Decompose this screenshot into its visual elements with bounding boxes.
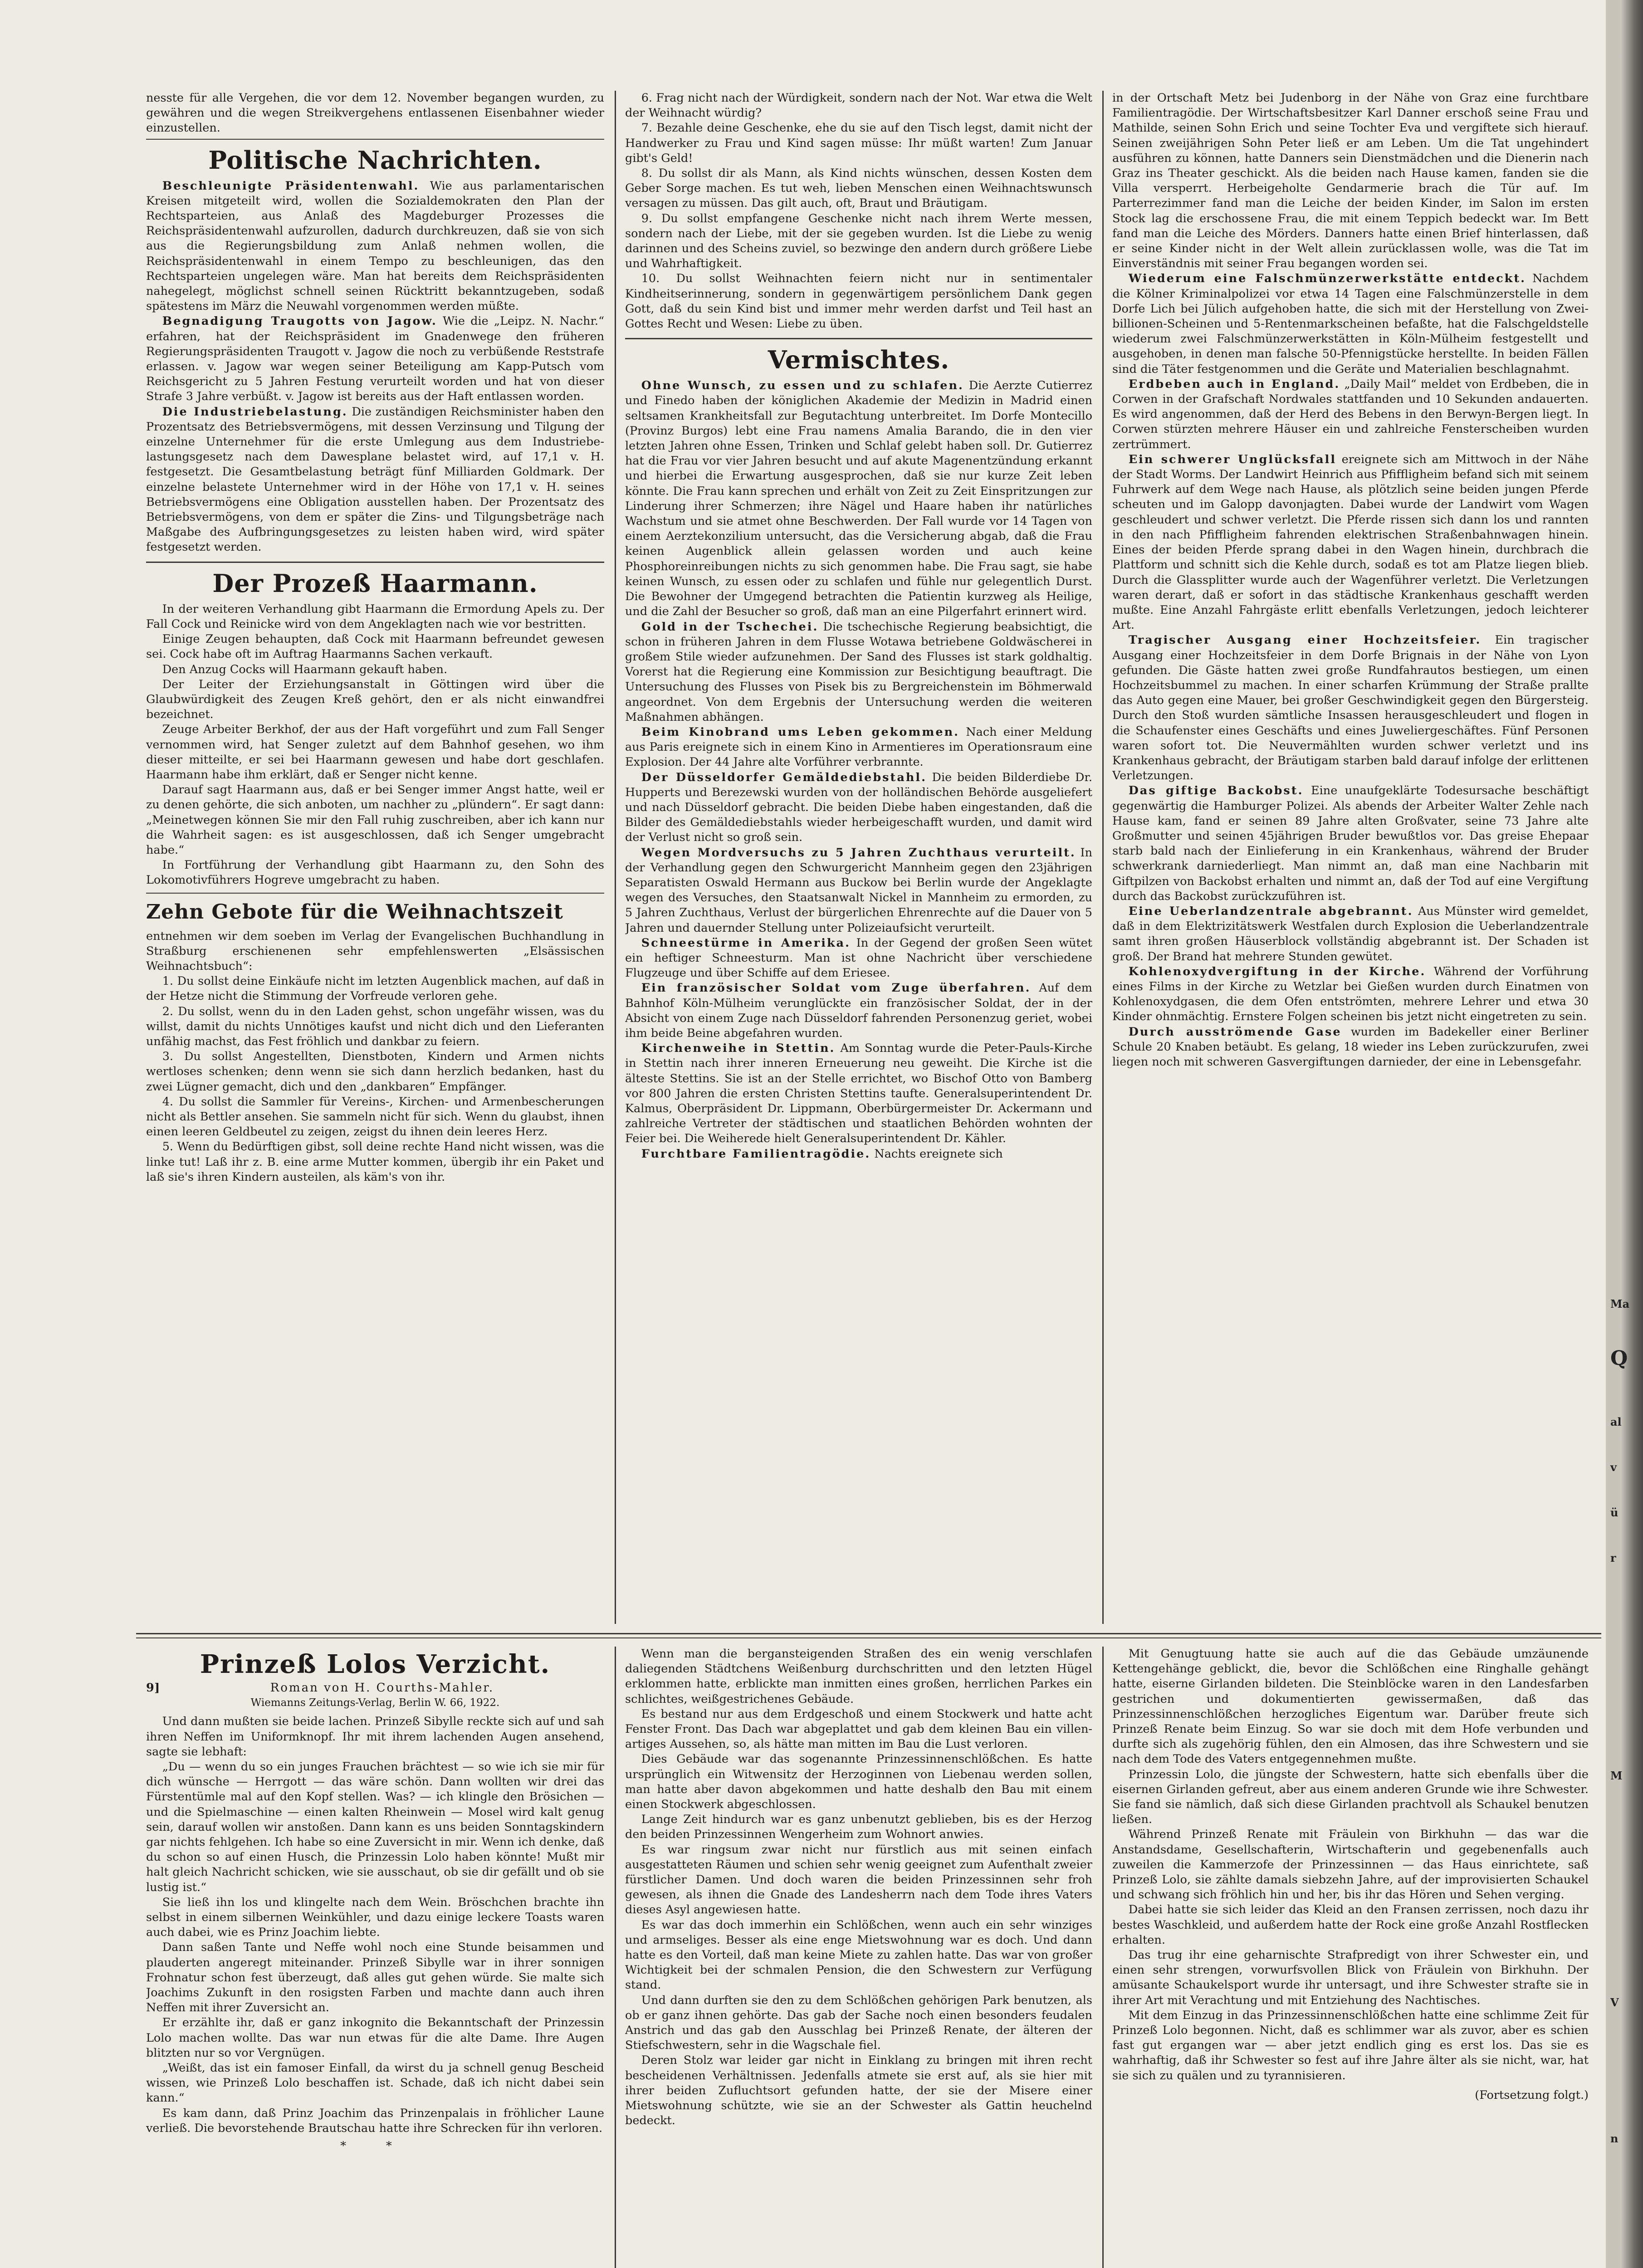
article-lead: Erdbeben auch in England.	[1128, 377, 1340, 391]
paragraph: 4. Du sollst die Sammler für Vereins-, Kirchen- und Armenbescherungen nicht als Bettler ansehen. Sie sammeln nicht für sich. Wenn du glaubst, ihnen einen leeren Geldbeutel zu zeigen, zeigst du ihnen dein leeres Herz.	[146, 1095, 604, 1139]
heading-haarmann: Der Prozeß Haarmann.	[212, 568, 538, 598]
serial-paragraph: Sie ließ ihn los und klingelte nach dem Wein. Bröschchen brachte ihn selbst in einem silbernen Weinkühler, und dazu einige leckere Toasts waren auch dabei, wie es Prinz Joachim liebte.	[146, 1895, 604, 1940]
margin-fragment: V	[1610, 1996, 1619, 2009]
serial-column-1	[146, 1647, 604, 2268]
serial-paragraph: Und dann mußten sie beide lachen. Prinzeß Sibylle reckte sich auf und sah ihren Neffen im Uniformknopf. Ihr mit ihrem lachenden Augen ansehend, sagte sie lebhaft:	[146, 1715, 604, 1759]
paragraph: Einige Zeugen behaupten, daß Cock mit Haarmann befreundet gewesen sei. Cock habe oft im Auftrag Haarmanns Sachen verkauft.	[146, 632, 604, 661]
divider	[146, 562, 604, 563]
serial-paragraph: Prinzessin Lolo, die jüngste der Schwestern, hatte sich ebenfalls über die eisernen Girlanden gefreut, aber aus einem anderen Grunde wie ihre Schwester. Sie fand sie nämlich, daß sich diese Girlanden prachtvoll als Schaukel benutzen ließen.	[1112, 1767, 1589, 1827]
divider	[625, 338, 1092, 339]
serial-divider	[136, 1633, 1601, 1634]
serial-paragraph: Mit dem Einzug in das Prinzessinnenschlößchen hatte eine schlimme Zeit für Prinzeß Lolo begonnen. Nicht, daß es schlimmer war als zuvor, aber es schien fast gut ergangen war — aber jetzt endlich ging es erst los. Das sie es wahrhaftig, daß ihr Schwester so fest auf ihre Jahre älter als sie nicht, war, hat sie sich zu quälen und zu tyrannisieren.	[1112, 2008, 1589, 2082]
article-text: Nachts ereignete sich	[874, 1147, 1003, 1161]
article-text: Die zuständigen Reichsminister haben den Prozentsatz des Betriebsvermögens, mit dessen Verzinsung und Tilgung der einzelne Unternehmer für die erste Umlegung aus dem Industriebelastungsgesetz nach dem Dawesplane belastet wird, auf 17,1 v. H. festgesetzt. Die Gesamtbelastung beträgt fünf Milliarden Goldmark. Der einzelne belastete Unternehmer wird in der Höhe von 17,1 v. H. seines Betriebsvermögens eine Obligation ausstellen haben. Der Prozentsatz des Betriebsvermögens, von dem er später die Zins- und Tilgungsbeträge nach Maßgabe des Aufbringungsgesetzes zu leisten haben wird, wird später festgesetzt werden.	[146, 405, 604, 554]
serial-paragraph: Lange Zeit hindurch war es ganz unbenutzt geblieben, bis es der Herzog den beiden Prinzessinnen Wengerheim zum Wohnort anwies.	[625, 1813, 1092, 1842]
serial-paragraph: „Weißt, das ist ein famoser Einfall, da wirst du ja schnell genug Bescheid wissen, wie Prinzeß Lolo beschaffen ist. Schade, daß ich nicht dabei sein kann.“	[146, 2061, 604, 2105]
intro-text: nesste für alle Vergehen, die vor dem 12. November begangen wurden, zu gewähren und die wegen Streikvergehens entlassenen Eisenbahner wieder einzustellen.	[146, 91, 604, 135]
article-lead: Tragischer Ausgang einer Hochzeitsfeier.	[1128, 633, 1482, 647]
article-text: Auf dem Bahnhof Köln-Mülheim verunglückte ein französischer Soldat, der in der Absicht von einem Zuge nach Düsseldorf fahrenden Personenzug geriet, wobei ihm beide Beine abgefahren wurden.	[625, 981, 1092, 1040]
margin-fragment: M	[1610, 1769, 1623, 1782]
margin-fragment: r	[1610, 1551, 1616, 1564]
article-text: Wie aus parlamentarischen Kreisen mitgeteilt wird, wollen die Sozialdemokraten den Plan der Rechtsparteien, aus Anlaß des Magdeburger Prozesses die Reichspräsidentenwahl aufzurollen, dadurch durchkreuzen, daß sie von sich aus die Regierungsbildung zum Anlaß nehmen wollen, die Reichspräsidentenwahl in einem Tempo zu beschleunigen, das den Rechtsparteien ungelegen wäre. Man hat bereits dem Reichspräsidenten nahegelegt, möglichst schnell seinen Rücktritt bekanntzugeben, sodaß spätestens im März die Neuwahl vorgenommen werden müßte.	[146, 179, 604, 313]
article-lead: Das giftige Backobst.	[1128, 784, 1304, 798]
article-text: Am Sonntag wurde die Peter-Pauls-Kirche in Stettin nach ihrer inneren Erneuerung neu geweiht. Die Kirche ist die älteste Stettins. Sie ist an der Stelle errichtet, wo Bischof Otto von Bamberg vor 800 Jahren die ersten Christen Stettins taufte. Generalsuperintendent Dr. Kalmus, Oberpräsident Dr. Lippmann, Oberbürgermeister Dr. Ackermann und zahlreiche Vertreter der städtischen und staatlichen Behörden wohnten der Feier bei. Die Weiherede hielt Generalsuperintendent Dr. Kähler.	[625, 1041, 1092, 1146]
column-1	[146, 91, 604, 1624]
serial-paragraph: Während Prinzeß Renate mit Fräulein von Birkhuhn — das war die Anstandsdame, Gesellschafterin, Wirtschafterin und gegebenenfalls auch zuweilen die Kammerzofe der Prinzessinnen — das Haus einrichtete, saß Prinzeß Lolo, sie zählte damals siebzehn Jahre, auf der improvisierten Schaukel und schwang sich fröhlich hin und her, bis ihr das Hören und Sehen verging.	[1112, 1828, 1589, 1902]
serial-paragraph: Es war ringsum zwar nicht nur fürstlich aus mit seinen einfach ausgestatteten Räumen und schien sehr wenig geeignet zum Aufenthalt zweier fürstlicher Damen. Und doch waren die beiden Prinzessinnen sehr froh gewesen, als ihnen die Gnade des Landesherrn nach dem Tode ihres Vaters dieses Asyl angewiesen hatte.	[625, 1843, 1092, 1917]
page-edge-shadow	[1620, 0, 1643, 2268]
serial-paragraph: Es bestand nur aus dem Erdgeschoß und einem Stockwerk und hatte acht Fenster Front. Das Dach war abgeplattet und gab dem kleinen Bau ein villenartiges Aussehen, so, als hätte man mitten im Bau die Lust verloren.	[625, 1707, 1092, 1751]
article-text: Ein tragischer Ausgang einer Hochzeitsfeier in dem Dorfe Brignais in der Nähe von Lyon gefunden. Die Gäste hatten zwei große Rundfahrautos bestiegen, um einen Hochzeitsbummel zu machen. In einer scharfen Krümmung der Straße prallte das Auto gegen eine Mauer, bei großer Geschwindigkeit gegen den Bürgersteig. Durch den Stoß wurden sämtliche Insassen herausgeschleudert und flogen in die Schaufenster eines Geschäfts und eines Juweliergeschäftes. Fünf Personen waren sofort tot. Die Neuvermählten wurden schwer verletzt und ins Krankenhaus gebracht, der Bräutigam starben bald darauf infolge der erlittenen Verletzungen.	[1112, 633, 1589, 783]
article-lead: Die Industriebelastung.	[162, 405, 348, 419]
divider	[146, 893, 604, 894]
divider	[146, 139, 604, 140]
article-lead: Wiederum eine Falschmünzerwerkstätte entdeckt.	[1128, 272, 1526, 286]
serial-title: Prinzeß Lolos Verzicht.	[200, 1649, 551, 1679]
serial-paragraph: Dann saßen Tante und Neffe wohl noch eine Stunde beisammen und plauderten angeregt miteinander. Prinzeß Sibylle war in ihrer sonnigen Frohnatur schon fest überzeugt, daß alles gut gehen würde. Sie malte sich Joachims Zukunft in den rosigsten Farben und machte dann auch ihren Neffen mit ihrer Zuversicht an.	[146, 1941, 604, 2015]
serial-paragraph: Es kam dann, daß Prinz Joachim das Prinzenpalais in fröhlicher Laune verließ. Die bevorstehende Brautschau hatte ihre Schrecken für ihn verloren.	[146, 2106, 604, 2135]
article-text: „Daily Mail“ meldet von Erdbeben, die in Corwen in der Grafschaft Nordwales stattfanden und 10 Sekunden andauerten. Es wird angenommen, daß der Herd des Bebens in den Berwyn-Bergen liegt. In Corwen stürzten mehrere Häuser ein und zahlreiche Fensterscheiben wurden zertrümmert.	[1112, 377, 1589, 451]
paragraph: In der weiteren Verhandlung gibt Haarmann die Ermordung Apels zu. Der Fall Cock und Reinicke wird von dem Angeklagten nach wie vor bestritten.	[146, 602, 604, 631]
paragraph: 1. Du sollst deine Einkäufe nicht im letzten Augenblick machen, auf daß in der Hetze nicht die Stimmung der Vorfreude verloren gehe.	[146, 974, 604, 1003]
margin-fragment: al	[1610, 1415, 1622, 1428]
article-text: Die Aerzte Cutierrez und Finedo haben der königlichen Akademie der Medizin in Madrid einen seltsamen Krankheitsfall zur Begutachtung unterbreitet. Im Dorfe Montecillo (Provinz Burgos) lebt eine Frau namens Amalia Barando, die in den vier letzten Jahren ohne Essen, Trinken und Schlaf gelebt haben soll. Dr. Gutierrez hat die Frau vor vier Jahren besucht und auf akute Magenentzündung erkannt und hierbei die Erwartung ausgesprochen, daß sie nur kurze Zeit leben könnte. Die Frau kann sprechen und erhält von Zeit zu Zeit Einspritzungen zur Linderung ihrer Schmerzen; ihre Nägel und Haare haben ihr natürliches Wachstum und sie atmet ohne Beschwerden. Der Fall wurde vor 14 Tagen von einem Aerztekonzilium untersucht, das die Versicherung abgab, daß die Frau keinen Augenblick allein gelassen worden und auch keine Phosphoreinreibungen nichts zu sich genommen habe. Die Frau sagt, sie habe keinen Wunsch, zu essen oder zu schlafen und fühle nur gelegentlich Durst. Die Bewohner der Umgegend betrachten die Patientin kurzweg als Heilige, und die Zahl der Besucher so groß, daß man an eine Pilgerfahrt erinnert wird.	[625, 379, 1092, 619]
article-lead: Wegen Mordversuchs zu 5 Jahren Zuchthaus verurteilt.	[641, 846, 1076, 860]
serial-subtitle-row	[146, 1680, 604, 1696]
article-lead: Ein schwerer Unglücksfall	[1128, 452, 1337, 466]
article-lead: Ein französischer Soldat vom Zuge überfahren.	[641, 981, 1031, 995]
article-lead: Kirchenweihe in Stettin.	[641, 1041, 836, 1056]
paragraph: 6. Frag nicht nach der Würdigkeit, sondern nach der Not. War etwa die Welt der Weihnacht würdig?	[625, 91, 1092, 120]
serial-paragraph: Er erzählte ihr, daß er ganz inkognito die Bekanntschaft der Prinzessin Lolo machen wollte. Das war nun etwas für die alte Dame. Ihre Augen blitzten nur so vor Vergnügen.	[146, 2016, 604, 2060]
serial-paragraph: „Du — wenn du so ein junges Frauchen brächtest — so wie ich sie mir für dich wünsche — Herrgott — das wäre schön. Dann wollten wir drei das Fürstentümle mal auf den Kopf stellen. Was? — ich klingle den Brösichen — und die Spielmaschine — einen kalten Rheinwein — Mosel wird kalt genug sein, darauf wollen wir anstoßen. Dann kann es uns beiden Sonntagskindern gar nichts fehlgehen. Ich habe so eine Zuversicht in mir. Wenn ich denke, daß du schon so auf einen Husch, die Prinzessin Lolo haben könnte! Mußt mir halt gleich Nachricht schicken, wie sie ausschaut, ob sie dir gefällt und ob sie lustig ist.“	[146, 1760, 604, 1894]
article-text: In der Gegend der großen Seen wütet ein heftiger Schneesturm. Man ist ohne Nachricht über verschiedene Flugzeuge und über Schiffe auf dem Eriesee.	[625, 936, 1092, 980]
article-lead: Ohne Wunsch, zu essen und zu schlafen.	[641, 379, 964, 393]
article-text: In der Verhandlung gegen den Schwurgericht Mannheim gegen den 23jährigen Separatisten Oswald Hermann aus Buckow bei Berlin wurde der Angeklagte wegen des Versuches, den Staatsanwalt Nickel in Mannheim zu ermorden, zu 5 Jahren Zuchthaus, Verlust der bürgerlichen Ehrenrechte auf die Dauer von 5 Jahren und dauernder Stellung unter Polizeiaufsicht verurteilt.	[625, 846, 1092, 935]
heading-gebote: Zehn Gebote für die Weihnachtszeit	[146, 900, 563, 924]
serial-paragraph: Wenn man die bergansteigenden Straßen des ein wenig verschlafen daliegenden Städtchens Weißenburg durchschritten und den letzten Hügel erklommen hatte, erblickte man inmitten eines großen, herrlichen Parkes ein schlichtes, weißgestrichenes Gebäude.	[625, 1647, 1092, 1706]
article-lead: Gold in der Tschechei.	[641, 620, 819, 634]
heading-politics: Politische Nachrichten.	[208, 145, 542, 175]
serial-paragraph: Und dann durften sie den zu dem Schlößchen gehörigen Park benutzen, als ob er ganz ihnen gehörte. Das gab der Sache noch einen besonders feudalen Anstrich und das gab den Ausschlag bei Prinzeß Renate, der älteren der Stiefschwestern, sehr in die Wagschale fiel.	[625, 1993, 1092, 2053]
margin-fragment: v	[1610, 1461, 1617, 1474]
paragraph: Darauf sagt Haarmann aus, daß er bei Senger immer Angst hatte, weil er zu denen gehörte, die sich anboten, um nachher zu „plündern“. Er sagt dann: „Meinetwegen können Sie mir den Fall ruhig zuschreiben, aber ich kann nur die Wahrheit sagen: es ist ausgeschlossen, daß ich Senger umgebracht habe.“	[146, 783, 604, 857]
margin-fragment: Ma	[1610, 1297, 1630, 1310]
article-lead: Begnadigung Traugotts von Jagow.	[162, 314, 437, 328]
article-text: Wie die „Leipz. N. Nachr.“ erfahren, hat der Reichspräsident im Gnadenwege den früheren Regierungspräsidenten Traugott v. Jagow die noch zu verbüßende Reststrafe erlassen. v. Jagow war wegen seiner Beteiligung am Kapp-Putsch vom Reichsgericht zu 5 Jahren Festung verurteilt worden und hat von dieser Strafe 3 Jahre verbüßt. v. Jagow ist bereits aus der Haft entlassen worden.	[146, 314, 604, 404]
serial-paragraph: Dies Gebäude war das sogenannte Prinzessinnenschlößchen. Es hatte ursprünglich ein Witwensitz der Herzoginnen von Liebenau werden sollen, man hatte aber davon abgekommen und hatte deshalb den Bau mit einem einen Stockwerk abgeschlossen.	[625, 1752, 1092, 1812]
paragraph: 8. Du sollst dir als Mann, als Kind nichts wünschen, dessen Kosten dem Geber Sorge machen. Es tut weh, lieben Menschen einen Weihnachtswunsch versagen zu müssen. Das gilt auch, oft, Braut und Bräutigam.	[625, 166, 1092, 210]
serial-paragraph: Das trug ihr eine geharnischte Strafpredigt von ihrer Schwester ein, und einen sehr strengen, vorwurfsvollen Blick von Fräulein von Birkhuhn. Der amüsante Schaukelsport wurde ihr untersagt, und ihre Schwester strafte sie in ihrer Art mit Verachtung und mit Entziehung des Nachtisches.	[1112, 1948, 1589, 2007]
article-text: wurden im Badekeller einer Berliner Schule 20 Knaben betäubt. Es gelang, 18 wieder ins Leben zurückzurufen, zwei liegen noch mit schweren Gasvergiftungen darnieder, der eine in Lebensgefahr.	[1112, 1025, 1589, 1069]
article-lead: Eine Ueberlandzentrale abgebrannt.	[1128, 904, 1413, 918]
margin-fragment: Q	[1610, 1347, 1628, 1370]
column-2	[625, 91, 1092, 1624]
article-lead: Beschleunigte Präsidentenwahl.	[162, 179, 420, 193]
paragraph: In Fortführung der Verhandlung gibt Haarmann zu, den Sohn des Lokomotivführers Hogreve umgebracht zu haben.	[146, 858, 604, 887]
paragraph: 7. Bezahle deine Geschenke, ehe du sie auf den Tisch legst, damit nicht der Handwerker zu Frau und Kind sagen müsse: Ihr müßt warten! Zum Januar gibt's Geld!	[625, 121, 1092, 165]
paragraph: in der Ortschaft Metz bei Judenborg in der Nähe von Graz eine furchtbare Familientragödie. Der Wirtschaftsbesitzer Karl Danner erschoß seine Frau und Mathilde, seinen Sohn Erich und seine Tochter Eva und vergiftete sich hierauf. Seinen zweijährigen Sohn Peter ließ er am Leben. Um die Tat ungehindert ausführen zu können, hatte Danners sein Dienstmädchen und die Dienerin nach Graz ins Theater geschickt. Als die beiden nach Hause kamen, fanden sie die Villa versperrt. Herbeigeholte Gendarmerie brach die Tür auf. Im Parterrezimmer fand man die Leiche der beiden Kinder, im Salon im ersten Stock lag die erschossene Frau, die mit einem Teppich bedeckt war. Im Bett fand man die Leiche des Mörders. Danners hatte einen Brief hinterlassen, daß er seine Kinder nicht in der Welt allein zurücklassen wolle, was die Tat im Einverständnis mit seiner Frau begangen worden sei.	[1112, 91, 1589, 271]
article-lead: Durch ausströmende Gase	[1128, 1025, 1342, 1039]
paragraph: 5. Wenn du Bedürftigen gibst, soll deine rechte Hand nicht wissen, was die linke tut! Laß ihr z. B. eine arme Mutter kommen, übergib ihr ein Paket und laß sie's ihren Kindern austeilen, als käm's von ihr.	[146, 1140, 604, 1184]
article-text: Die beiden Bilderdiebe Dr. Hupperts und Berezewski wurden von der holländischen Behörde ausgeliefert und nach Düsseldorf gebracht. Die beiden Diebe haben eingestanden, daß die Bilder des Gemäldediebstahls wieder herbeigeschafft wurden, und damit wird der Verlust nicht so groß sein.	[625, 770, 1092, 845]
article-lead: Beim Kinobrand ums Leben gekommen.	[641, 725, 960, 739]
article-text: Aus Münster wird gemeldet, daß in dem Elektrizitätswerk Westfalen durch Explosion die Ueberlandzentrale samt ihren großen Häuserblock vollständig abgebrannt ist. Der Schaden ist groß. Der Brand hat mehrere Stunden gewütet.	[1112, 904, 1589, 963]
paragraph: Den Anzug Cocks will Haarmann gekauft haben.	[162, 662, 448, 676]
serial-divider-2	[136, 1637, 1601, 1638]
article-text: Während der Vorführung eines Films in der Kirche zu Wetzlar bei Gießen wurden durch Einatmen von Kohlenoxydgasen, die dem Ofen entströmten, mehrere Lehrer und etwa 30 Kinder ohnmächtig. Ernstere Folgen scheinen bis jetzt nicht eingetreten zu sein.	[1112, 964, 1589, 1024]
section-stars: * *	[340, 2139, 410, 2153]
serial-paragraph: Dabei hatte sie sich leider das Kleid an den Fransen zerrissen, noch dazu ihr bestes Waschkleid, und außerdem hatte der Rock eine große Anzahl Rostflecken erhalten.	[1112, 1903, 1589, 1947]
margin-fragment: n	[1610, 2132, 1619, 2145]
article-text: Eine unaufgeklärte Todesursache beschäftigt gegenwärtig die Hamburger Polizei. Als abends der Arbeiter Walter Zehle nach Hause kam, fand er seinen 89 Jahre alten Großvater, seine 73 Jahre alte Großmutter und seinen 45jährigen Bruder bewußtlos vor. Das greise Ehepaar starb bald nach der Einlieferung in ein Krankenhaus, während der Bruder schwerkrank darniederliegt. Man nimmt an, daß man eine Nachbarin mit Giftpilzen von Backobst erhalten und nimmt an, daß der Tod auf eine Vergiftung durch das Backobst zurückzuführen ist.	[1112, 784, 1589, 903]
article-lead: Furchtbare Familientragödie.	[641, 1147, 871, 1161]
serial-paragraph: Deren Stolz war leider gar nicht in Einklang zu bringen mit ihren recht bescheidenen Verhältnissen. Jedenfalls atmete sie erst auf, als sie hier mit ihrer beiden Zufluchtsort gefunden hatte, der sie der Misere einer Mietswohnung schützte, wie sie an der Schwester als Gattin heuchelnd bedeckt.	[625, 2053, 1092, 2128]
paragraph: 3. Du sollst Angestellten, Dienstboten, Kindern und Armen nichts wertloses schenken; denn wenn sie sich dann herzlich bedanken, hast du zwei Lügner gemacht, dich und den „dankbaren“ Empfänger.	[146, 1050, 604, 1094]
paragraph: 10. Du sollst Weihnachten feiern nicht nur in sentimentaler Kindheitserinnerung, sondern in gegenwärtigem persönlichem Dank gegen Gott, daß du sein Kind bist und immer mehr werden darfst und Teil hast an Gottes Recht und Wesen: Liebe zu üben.	[625, 272, 1092, 331]
serial-number: 9]	[146, 1681, 160, 1695]
column-3	[1112, 91, 1589, 1624]
serial-paragraph: Es war das doch immerhin ein Schlößchen, wenn auch ein sehr winziges und armseliges. Besser als eine enge Mietswohnung war es doch. Und dann hatte es den Vorteil, daß man keine Miete zu zahlen hatte. Das war von großer Wichtigkeit bei der schmalen Pension, die den Schwestern zur Verfügung stand.	[625, 1918, 1092, 1992]
article-lead: Kohlenoxydvergiftung in der Kirche.	[1128, 964, 1426, 978]
column-rule	[1102, 91, 1104, 1624]
paragraph: 2. Du sollst, wenn du in den Laden gehst, schon ungefähr wissen, was du willst, damit du nichts Unnötiges kaufst und nicht dich und den Lieferanten unfähig machst, das Fest fröhlich und dankbar zu feiern.	[146, 1004, 604, 1048]
column-rule	[1102, 1647, 1104, 2268]
heading-vermischtes: Vermischtes.	[768, 345, 950, 375]
article-text: Nachdem die Kölner Kriminalpolizei vor etwa 14 Tagen eine Falschmünzerstelle in dem Dorfe Lich bei Jülich aufgehoben hatte, die sich mit der Herstellung von Zweibillionen-Scheinen und 5-Rentenmarkscheinen befaßte, hat die Falschgeldstelle wiederum zwei Falschmünzerwerkstätten in Köln-Mülheim festgestellt und ausgehoben, in denen man falsche 50-Pfennigstücke herstellte. In beiden Fällen sind die Täter festgenommen und die Geräte und Materialien beschlagnahmt.	[1112, 272, 1589, 376]
serial-column-2	[625, 1647, 1092, 2268]
paragraph: Der Leiter der Erziehungsanstalt in Göttingen wird über die Glaubwürdigkeit des Zeugen Kreß gehört, den er als nicht einwandfrei bezeichnet.	[146, 677, 604, 722]
paragraph: entnehmen wir dem soeben im Verlag der Evangelischen Buchhandlung in Straßburg erschienenen sehr empfehlenswerten „Elsässischen Weihnachtsbuch“:	[146, 929, 604, 973]
paragraph: Zeuge Arbeiter Berkhof, der aus der Haft vorgeführt und zum Fall Senger vernommen wird, hat Senger zuletzt auf dem Bahnhof gesehen, wo ihm dieser mitteilte, er sei bei Haarmann gewesen und habe dort geschlafen. Haarmann habe ihm erklärt, daß er Senger nicht kenne.	[146, 723, 604, 782]
column-rule	[615, 1647, 616, 2268]
article-lead: Der Düsseldorfer Gemäldediebstahl.	[641, 770, 927, 784]
adjacent-page-strip	[1606, 0, 1620, 2268]
serial-continuation: (Fortsetzung folgt.)	[1475, 2088, 1589, 2102]
column-rule	[615, 91, 616, 1624]
serial-paragraph: Mit Genugtuung hatte sie auch auf die das Gebäude umzäunende Kettengehänge geblickt, die, bevor die Schlößchen eine Ringhalle gehängt hatte, eiserne Girlanden bildeten. Die Steinblöcke waren in den Landesfarben gestrichen und dokumentierten gewissermaßen, daß das Prinzessinnenschlößchen herzogliches Eigentum war. Darüber freute sich Prinzeß Renate beim Einzug. So war sie doch mit dem Hofe verbunden und durfte sich als zugehörig fühlen, den ein Almosen, das ihre Schwestern und sie nach dem Tode des Vaters entgegennehmen mußte.	[1112, 1647, 1589, 1766]
article-text: ereignete sich am Mittwoch in der Nähe der Stadt Worms. Der Landwirt Heinrich aus Pfiffligheim befand sich mit seinem Fuhrwerk auf dem Wege nach Hause, als plötzlich seine beiden jungen Pferde scheuten und im Galopp davonjagten. Dabei wurde der Landwirt vom Wagen geschleudert und schwer verletzt. Die Pferde rissen sich dann los und rannten in den nach Pfiffligheim fahrenden elektrischen Straßenbahnwagen hinein. Eines der beiden Pferde sprang dabei in den Wagen hinein, durchbrach die Plattform und schnitt sich die Kehle durch, sodaß es tot am Platze liegen blieb. Durch die Glassplitter wurde auch der Wagenführer verletzt. Die Verletzungen waren derart, daß er sofort in das städtische Krankenhaus geschafft werden mußte. Eine Anzahl Fahrgäste erlitt ebenfalls Verletzungen, jedoch leichterer Art.	[1112, 452, 1589, 632]
margin-fragment: ü	[1610, 1506, 1619, 1519]
paragraph: 9. Du sollst empfangene Geschenke nicht nach ihrem Werte messen, sondern nach der Liebe, mit der sie gegeben wurden. Ist die Liebe zu wenig darinnen und des Scheins zuviel, so bezwinge den andern durch größere Liebe und Wahrhaftigkeit.	[625, 211, 1092, 271]
article-text: Die tschechische Regierung beabsichtigt, die schon in früheren Jahren in dem Flusse Wotawa betriebene Goldwäscherei in großem Stile wieder aufzunehmen. Der Sand des Flusses ist stark goldhaltig. Vorerst hat die Regierung eine Kommission zur Besichtigung beauftragt. Die Untersuchung des Flusses von Pisek bis zu Bergreichenstein im Böhmerwald angeordnet. Von dem Ergebnis der Untersuchung werden die weiteren Maßnahmen abhängen.	[625, 620, 1092, 724]
serial-publisher: Wiemanns Zeitungs-Verlag, Berlin W. 66, 1922.	[250, 1697, 500, 1709]
serial-column-3	[1112, 1647, 1589, 2268]
article-text: Nach einer Meldung aus Paris ereignete sich in einem Kino in Armentieres im Operationsraum eine Explosion. Der 44 Jahre alte Vorführer verbrannte.	[625, 725, 1092, 769]
article-lead: Schneestürme in Amerika.	[641, 936, 851, 950]
serial-subtitle: Roman von H. Courths-Mahler.	[270, 1681, 494, 1695]
